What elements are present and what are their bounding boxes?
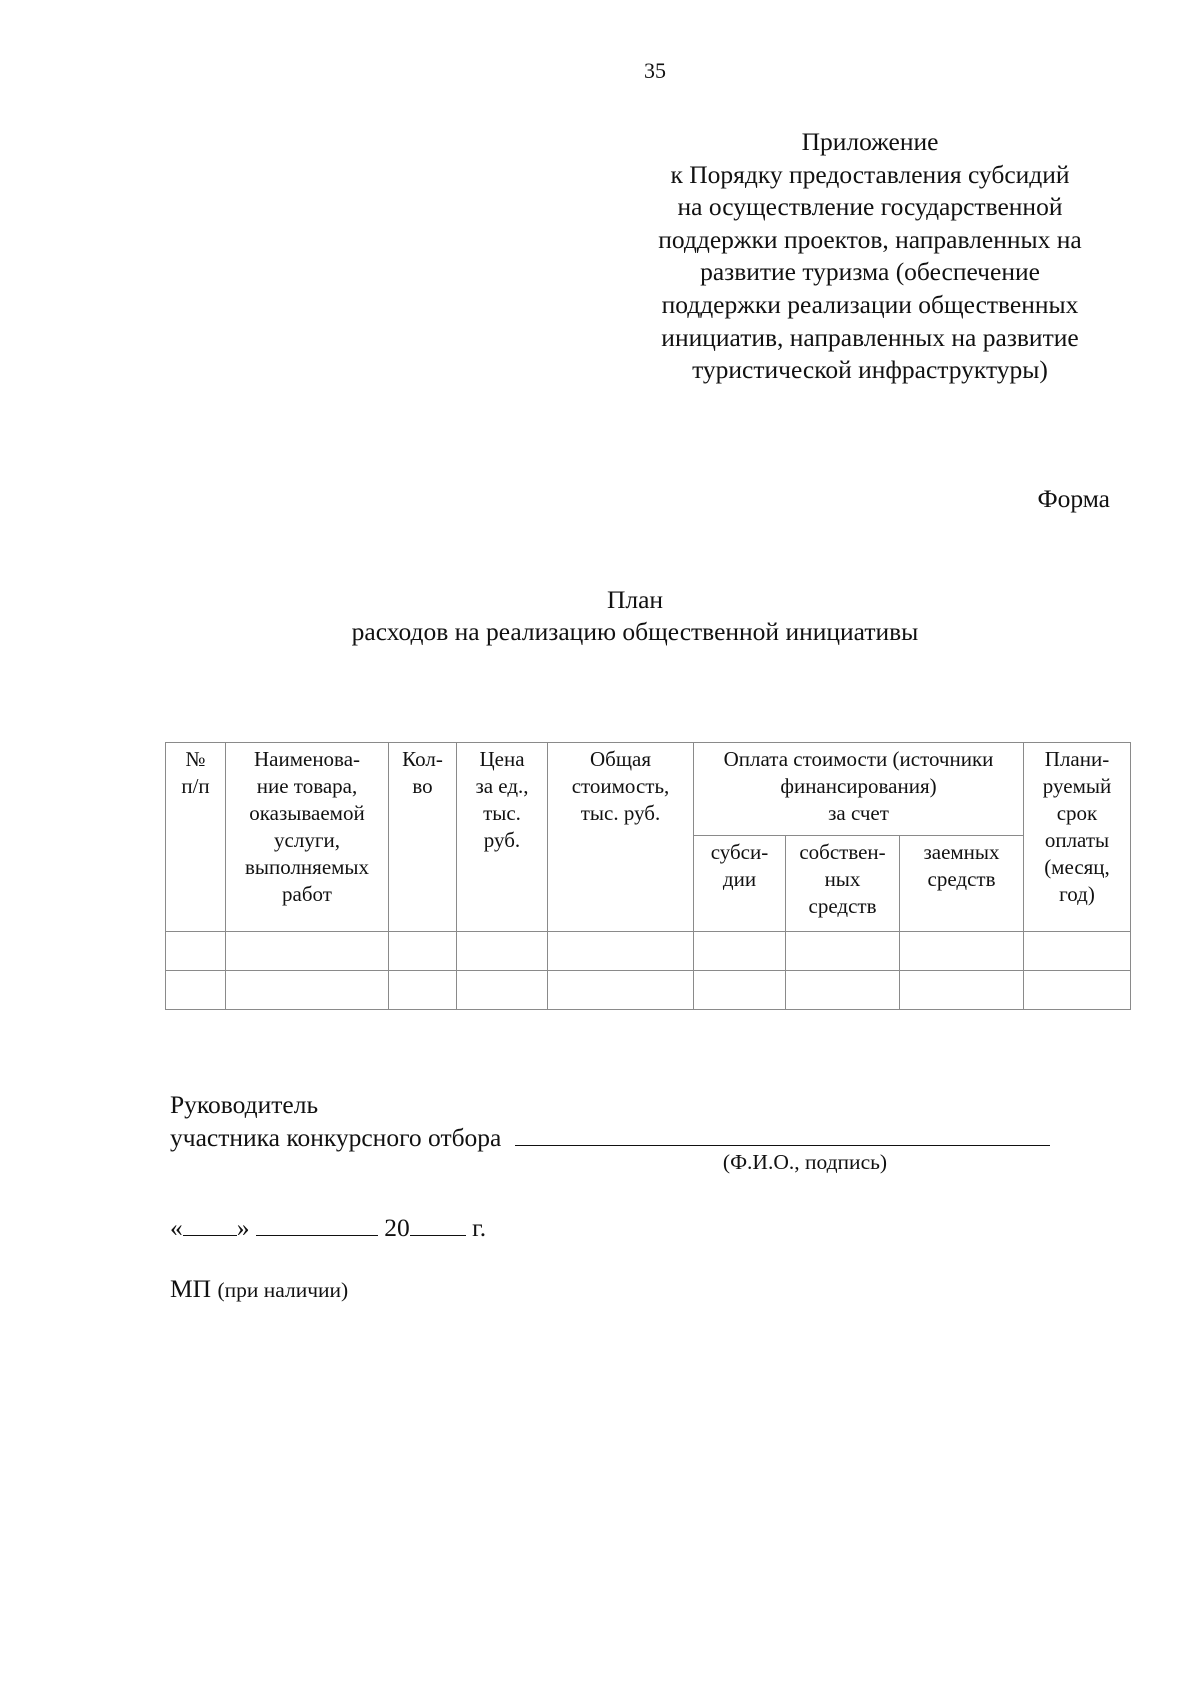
signature-line[interactable]: [515, 1121, 1050, 1146]
page-number: 35: [644, 58, 666, 83]
table-cell[interactable]: [900, 932, 1024, 971]
table-row: [166, 971, 1131, 1010]
plan-title-line1: План: [606, 585, 664, 614]
header-text: руб.: [483, 828, 521, 852]
table-cell[interactable]: [166, 932, 226, 971]
appendix-line: туристической инфраструктуры): [692, 355, 1048, 385]
table-cell[interactable]: [1024, 932, 1131, 971]
header-text: финансирования): [780, 774, 937, 798]
table-cell[interactable]: [548, 971, 694, 1010]
appendix-line: инициатив, направленных на развитие: [661, 322, 1079, 352]
header-text: тыс.: [483, 801, 521, 825]
header-price: [457, 743, 548, 932]
header-text: Оплата стоимости (источники: [723, 747, 994, 771]
table-cell[interactable]: [900, 971, 1024, 1010]
plan-title-line2: расходов на реализацию общественной инициативы: [351, 617, 919, 646]
header-text: Общая: [589, 747, 651, 771]
form-label: Форма: [1037, 484, 1110, 513]
header-text: стоимость,: [571, 774, 670, 798]
header-text: №: [185, 747, 206, 771]
header-text: Кол-: [402, 747, 443, 771]
header-text: дии: [722, 867, 757, 891]
header-text: год): [1059, 882, 1095, 906]
expenses-table: [165, 742, 1131, 1010]
header-text: ных: [824, 867, 861, 891]
table-cell[interactable]: [457, 932, 548, 971]
header-borrowed-funds: [900, 836, 1024, 932]
table-cell[interactable]: [694, 932, 786, 971]
table-cell[interactable]: [548, 932, 694, 971]
table-cell[interactable]: [389, 971, 457, 1010]
header-text: ние товара,: [256, 774, 358, 798]
header-total: [548, 743, 694, 932]
date-year-prefix: 20: [384, 1213, 410, 1242]
header-term: [1024, 743, 1131, 932]
header-qty: [389, 743, 457, 932]
table-cell[interactable]: [786, 932, 900, 971]
header-text: средств: [927, 867, 996, 891]
signature-role: Руководитель: [170, 1090, 319, 1119]
header-payment: [694, 743, 1024, 836]
header-text: Плани-: [1044, 747, 1110, 771]
appendix-line: на осуществление государственной: [677, 192, 1063, 222]
appendix-line: поддержки проектов, направленных на: [658, 224, 1082, 254]
date-month-blank[interactable]: [256, 1213, 378, 1236]
header-name: [226, 743, 389, 932]
appendix-line: Приложение: [801, 127, 939, 156]
header-text: Цена: [479, 747, 525, 771]
plan-title: [0, 584, 1200, 648]
header-text: Наименова-: [253, 747, 361, 771]
date-open-quote: «: [170, 1213, 183, 1242]
date-line: [170, 1213, 486, 1243]
header-text: оказываемой: [249, 801, 365, 825]
table-cell[interactable]: [786, 971, 900, 1010]
appendix-heading: [620, 126, 1120, 387]
header-text: собствен-: [799, 840, 886, 864]
header-subsidy: [694, 836, 786, 932]
appendix-line: к Порядку предоставления субсидий: [670, 159, 1070, 189]
header-text: субси-: [710, 840, 769, 864]
date-year-suffix: г.: [472, 1213, 487, 1242]
signature-block: [170, 1088, 1050, 1154]
header-text: работ: [282, 882, 332, 906]
header-text: срок: [1056, 801, 1098, 825]
date-year-blank[interactable]: [410, 1213, 466, 1236]
header-text: руемый: [1042, 774, 1112, 798]
table-cell[interactable]: [1024, 971, 1131, 1010]
header-text: заемных: [923, 840, 1000, 864]
signature-participant-label: участника конкурсного отбора: [170, 1123, 502, 1152]
header-text: во: [412, 774, 433, 798]
table-header-row: [166, 743, 1131, 836]
table-cell[interactable]: [457, 971, 548, 1010]
table-cell[interactable]: [226, 932, 389, 971]
header-text: оплаты: [1044, 828, 1110, 852]
header-num: [166, 743, 226, 932]
header-text: (месяц,: [1044, 855, 1110, 879]
table-row: [166, 932, 1131, 971]
date-close-quote: »: [236, 1213, 250, 1242]
header-own-funds: [786, 836, 900, 932]
header-text: за ед.,: [475, 774, 529, 798]
header-text: выполняемых: [244, 855, 370, 879]
header-text: средств: [808, 894, 877, 918]
table-cell[interactable]: [166, 971, 226, 1010]
seal-label: МП: [170, 1274, 212, 1303]
table-cell[interactable]: [389, 932, 457, 971]
header-text: тыс. руб.: [580, 801, 661, 825]
date-day-blank[interactable]: [183, 1213, 237, 1236]
header-text: услуги,: [274, 828, 340, 852]
appendix-line: поддержки реализации общественных: [661, 289, 1079, 319]
seal-qualifier: (при наличии): [217, 1278, 349, 1302]
appendix-line: развитие туризма (обеспечение: [700, 257, 1040, 287]
table-cell[interactable]: [694, 971, 786, 1010]
signature-caption: (Ф.И.О., подпись): [722, 1150, 888, 1174]
header-text: п/п: [181, 774, 210, 798]
seal-note: [170, 1274, 348, 1304]
table-cell[interactable]: [226, 971, 389, 1010]
header-text: за счет: [828, 801, 889, 825]
